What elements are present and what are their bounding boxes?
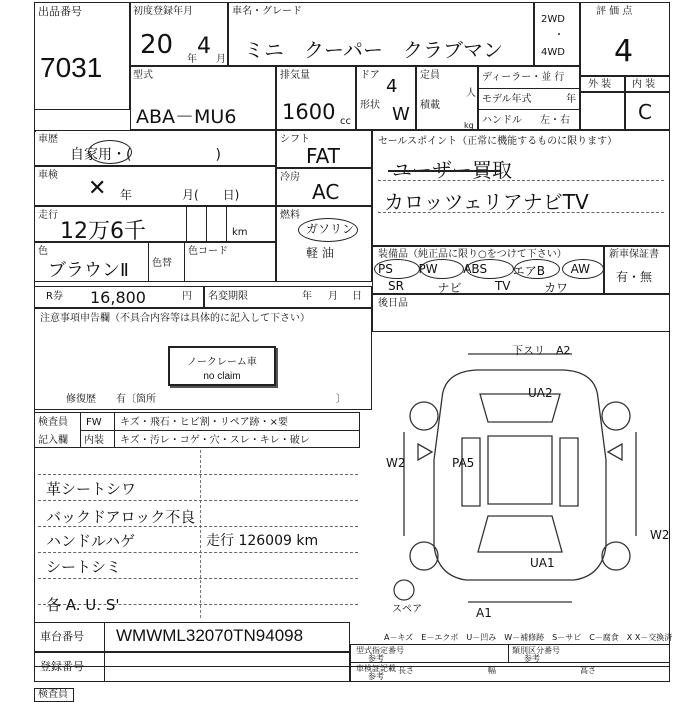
history-label: 車歴 — [38, 134, 58, 145]
model-label: 型式 — [133, 70, 153, 81]
interior-label: 内装 — [84, 435, 104, 446]
no-claim-stamp — [168, 346, 276, 386]
sales-point-label: セールスポイント（正常に機能するものに限ります） — [378, 136, 618, 147]
handle-value: 左・右 — [540, 115, 570, 126]
ac-label: 冷房 — [280, 172, 300, 183]
ps-circle — [374, 259, 420, 279]
repaint-label: 色替 — [152, 258, 172, 269]
equipment-row-2 — [388, 279, 568, 293]
repair-value: 有〔箇所 — [116, 394, 156, 405]
name-change-year: 年 — [302, 291, 312, 302]
grade-value: 4 — [614, 34, 634, 69]
size-label: 車検証記載 — [356, 664, 396, 673]
diagram-right-side: W2 — [650, 528, 670, 542]
shift-label: シフト — [280, 134, 310, 145]
diagram-center: PA5 — [452, 456, 475, 470]
registration-month: 4 — [197, 34, 211, 59]
fuel-diesel: 軽 油 — [306, 246, 334, 260]
remark-3: ハンドルハゲ — [46, 532, 135, 550]
drive-sep: ・ — [554, 30, 564, 41]
mileage-note: 走行 126009 km — [206, 533, 319, 549]
size-width: 幅 — [488, 666, 496, 675]
registration-number-label: 登録番号 — [40, 660, 84, 673]
equipment-tv: TV — [494, 279, 511, 293]
fuel-gasoline: ガソリン — [306, 222, 355, 236]
inspection-year: 年 — [120, 188, 133, 202]
size-ref: 参考 — [368, 672, 384, 681]
drive-4wd: 4WD — [541, 47, 565, 58]
diagram-left-side: W2 — [386, 456, 406, 470]
drive-2wd: 2WD — [541, 14, 565, 25]
equipment-ps: PS — [378, 262, 393, 276]
spare-label: スペア — [392, 604, 422, 615]
airbag-circle — [514, 259, 560, 279]
lot-number: 7031 — [40, 52, 103, 83]
inspection-label: 車検 — [38, 170, 58, 181]
equipment-label: 装備品（純正品に限り○をつけて下さい） — [378, 249, 567, 260]
recycle-unit: 円 — [182, 291, 192, 302]
equipment-pw: PW — [418, 262, 438, 276]
ext-value-cell — [580, 92, 625, 130]
after-items-cell — [372, 294, 670, 332]
sales-line-2: カロッツェリアナビTV — [384, 190, 589, 214]
diagram-roof: UA2 — [528, 386, 553, 400]
recycle-value: 16,800 — [90, 288, 146, 307]
class-label: 類別区分番号 — [512, 646, 560, 655]
no-claim-en: no claim — [203, 371, 241, 382]
no-claim-jp: ノークレーム車 — [187, 357, 257, 368]
equipment-navi: ナビ — [437, 281, 462, 295]
mileage-value: 12万6千 — [60, 219, 146, 244]
warranty-value: 有・無 — [616, 270, 653, 284]
diagram-lower: UA1 — [530, 556, 555, 570]
equipment-sr: SR — [388, 279, 404, 293]
capacity-unit: 人 — [466, 88, 476, 99]
dealer-label: ディーラー・並 行 — [482, 72, 565, 83]
displacement-label: 排気量 — [280, 70, 310, 81]
cert-label: 型式指定番号 — [356, 646, 404, 655]
chassis-number: WMWML32070TN94098 — [116, 626, 304, 645]
year-unit: 年 — [187, 54, 197, 65]
pw-circle — [420, 259, 464, 279]
shift-value: FAT — [306, 144, 341, 168]
mileage-label: 走行 — [38, 210, 58, 221]
history-value: 自家用・( ) — [70, 147, 221, 163]
private-use-circle — [88, 140, 132, 164]
inspector-label-2: 記入欄 — [38, 435, 68, 446]
fw-text: キズ・飛石・ヒビ割・リペア跡・×要 — [120, 417, 288, 428]
inspection-cross: ✕ — [88, 176, 107, 201]
after-items-label: 後日品 — [378, 298, 408, 309]
shape-value: W — [392, 104, 410, 125]
car-name-value: ミニ クーパー クラブマン — [244, 38, 503, 62]
displacement-unit: cc — [340, 116, 351, 127]
diagram-front-marks: 下スリ A2 — [512, 344, 571, 357]
name-change-label: 名変期限 — [208, 291, 248, 302]
inspection-month: 月( 日) — [182, 188, 240, 202]
interior-text: キズ・汚レ・コゲ・穴・スレ・キレ・破レ — [120, 435, 310, 446]
registration-year: 20 — [140, 30, 174, 60]
equipment-leather: カワ — [543, 281, 568, 295]
chassis-label: 車台番号 — [40, 630, 84, 643]
grade-label: 評 価 点 — [596, 6, 633, 17]
class-ref: 参考 — [524, 654, 540, 663]
car-name-label: 車名・グレード — [232, 6, 302, 17]
shape-label: 形状 — [360, 100, 380, 111]
color-value: ブラウンⅡ — [48, 260, 129, 281]
remark-1: 革シートシワ — [46, 480, 137, 498]
ac-value: AC — [312, 180, 340, 204]
month-unit: 月 — [216, 54, 226, 65]
int-label: 内 装 — [632, 79, 656, 90]
fw-label: FW — [86, 417, 102, 428]
car-damage-diagram — [384, 340, 660, 620]
model-year-unit: 年 — [566, 94, 576, 105]
damage-legend: A－キズ E－エクボ U－凹み W－補修跡 S－サビ C－腐食 X X－交換済 — [384, 633, 673, 642]
remark-5: 各 A. U. S' — [46, 596, 120, 614]
remark-4: シートシミ — [46, 558, 122, 576]
remark-2: バックドアロック不良 — [46, 508, 196, 526]
aw-circle — [562, 259, 604, 279]
gasoline-circle — [298, 218, 358, 242]
int-value: C — [638, 100, 652, 124]
name-change-month: 月 — [328, 291, 338, 302]
door-label: ドア — [360, 70, 380, 81]
cert-ref: 参考 — [368, 654, 384, 663]
displacement-value: 1600 — [282, 100, 336, 124]
name-change-day: 日 — [352, 291, 362, 302]
load-label: 積載 — [420, 100, 440, 111]
color-code-label: 色コード — [188, 246, 228, 257]
recycle-label: R券 — [46, 291, 63, 302]
abs-circle — [466, 259, 514, 279]
warranty-label: 新車保証書 — [609, 249, 659, 260]
model-year-label: モデル年式 — [482, 94, 532, 105]
repair-label: 修復歴 — [66, 394, 96, 405]
equipment-airbag: エアB — [512, 264, 545, 278]
size-length: 長さ — [398, 666, 414, 675]
color-label: 色 — [38, 246, 48, 257]
fuel-label: 燃料 — [280, 210, 300, 221]
inspector-label-1: 検査員 — [38, 417, 68, 428]
door-value: 4 — [386, 76, 398, 97]
equipment-abs: ABS — [463, 262, 488, 276]
lot-label: 出品番号 — [38, 5, 82, 18]
diagram-front: A1 — [476, 606, 492, 620]
model-value: ABA－MU6 — [136, 106, 237, 128]
size-height: 高さ — [580, 666, 596, 675]
registration-label: 初度登録年月 — [133, 6, 193, 17]
load-unit: kg — [464, 121, 474, 130]
handle-label: ハンドル — [482, 115, 522, 126]
capacity-label: 定員 — [420, 70, 440, 81]
sales-line-1: ユーザー買取 — [392, 158, 512, 182]
equipment-aw: AW — [570, 262, 590, 276]
inspection-cell — [34, 166, 276, 206]
notes-label: 注意事項申告欄（不具合内容等は具体的に記入して下さい） — [40, 313, 310, 324]
mileage-unit: km — [232, 227, 248, 238]
footer-label: 検査員 — [38, 689, 68, 700]
ext-label: 外 装 — [588, 79, 612, 90]
